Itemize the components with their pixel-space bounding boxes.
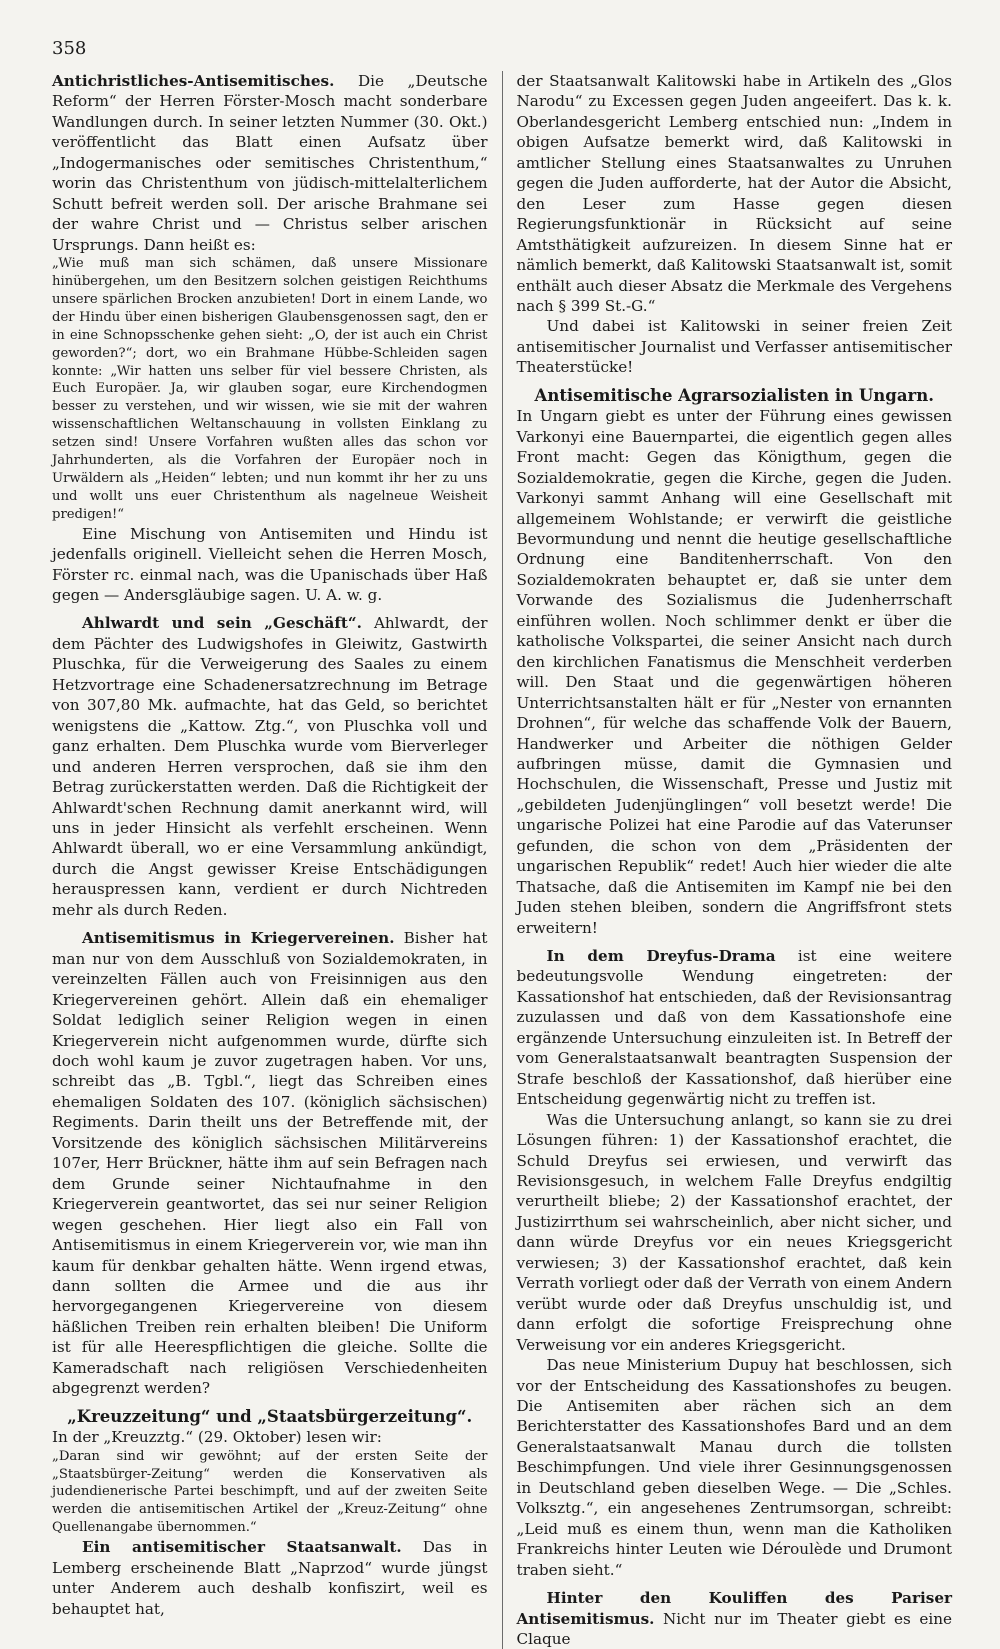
article-antichristliches <box>52 71 488 255</box>
article-text: Ahlwardt, der dem Pächter des Ludwigshofes in Gleiwitz, Gastwirth Pluschka, für die Verweigerung des Saales zu einem Hetzvortrage eine Schadenersatzrechnung im Betrage von 307,80 Mk. aufmachte, hat das Geld, so berichtet wenigstens die „Kattow. Ztg.“, von Pluschka voll und ganz erhalten. Dem Pluschka wurde vom Bierverleger und anderen Herren versprochen, daß sie ihm den Betrag zurückerstatten werden. Daß die Richtigkeit der Ahlwardt'schen Rechnung damit anerkannt wird, will uns in jeder Hinsicht als verfehlt erscheinen. Wenn Ahlwardt überall, wo er eine Versammlung ankündigt, durch die Angst gewisser Kreise Entschädigungen herauspressen kann, verdient er durch Nichtreden mehr als durch Reden. <box>52 614 488 919</box>
article-text: Bisher hat man nur von dem Ausschluß von Sozialdemokraten, in vereinzelten Fällen auch von Freisinnigen aus den Kriegervereinen gehört. Allein daß ein ehemaliger Soldat lediglich seiner Religion wegen in einen Kriegerverein nicht aufgenommen wurde, dürfte sich doch wohl kaum je zuvor zugetragen haben. Vor uns, schreibt das „B. Tgbl.“, liegt das Schreiben eines ehemaligen Soldaten des 107. (königlich sächsischen) Regiments. Darin theilt uns der Betreffende mit, der Vorsitzende des königlich sächsischen Militärvereins 107er, Herr Brückner, hätte ihm auf sein Befragen nach dem Grunde seiner Nichtaufnahme in den Kriegerverein geantwortet, das sei nur seiner Religion wegen geschehen. Hier liegt also ein Fall von Antisemitismus in einem Kriegerverein vor, wie man ihn kaum für denkbar gehalten hätte. Wenn irgend etwas, dann sollten die Armee und die aus ihr hervorgegangenen Kriegervereine von diesem häßlichen Treiben rein erhalten bleiben! Die Uniform ist für alle Heerespflichtigen die gleiche. Sollte die Kameradschaft nach religiösen Verschiedenheiten abgegrenzt werden? <box>52 929 488 1398</box>
article-title: „Kreuzzeitung“ und „Staatsbürgerzeitung“. <box>67 1406 473 1426</box>
article-title: Antichristliches-Antisemitisches. <box>52 72 335 90</box>
article-title: Antisemitische Agrarsozialisten in Ungarn. <box>534 385 934 405</box>
article-text: In Ungarn giebt es unter der Führung eines gewissen Varkonyi eine Bauernpartei, die eigentlich gegen alles Front macht: Gegen das Königthum, gegen die Sozialdemokratie, gegen die Kirche, gegen die Juden. Varkonyi sammt Anhang will eine Gesellschaft mit allgemeinem Wohlstande; er verwirft die geistliche Bevormundung und nennt die heutige gesellschaftliche Ordnung eine Banditenherrschaft. Von den Sozialdemokraten behauptet er, daß sie unter dem Vorwande des Sozialismus die Judenherrschaft einführen wollen. Noch schlimmer denkt er über die katholische Volkspartei, die seiner Ansicht nach durch den kirchlichen Fanatismus die Menschheit verderben will. Den Staat und die gegenwärtigen höheren Unterrichtsanstalten hält er für „Nester von ernannten Drohnen“, für welche das schaffende Volk der Bauern, Handwerker und Arbeiter die nöthigen Gelder aufbringen müsse, damit die Gymnasien und Hochschulen, die Wissenschaft, Presse und Justiz mit „gebildeten Judenjünglingen“ voll besetzt werde! Die ungarische Polizei hat eine Parodie auf das Vaterunser gefunden, die schon von dem „Präsidenten der ungarischen Republik“ redet! Auch hier wieder die alte Thatsache, daß die Antisemiten im Kampf nie bei den Juden stehen bleiben, sondern die Angriffsfront stets erweitern! <box>516 407 952 937</box>
article-text: Das neue Ministerium Dupuy hat beschlossen, sich vor der Entscheidung des Kassationshofes zu beugen. Die Antisemiten aber rächen sich an dem Berichterstatter des Kassationshofes Bard und an dem Generalstaatsanwalt Manau durch die tollsten Beschimpfungen. Und viele ihrer Gesinnungsgenossen in Deutschland geben dieselben Wege. — Die „Schles. Volksztg.“, ein angesehenes Zentrumsorgan, schreibt: „Leid muß es einem thun, wenn man die Katholiken Frankreichs hinter Leuten wie Déroulède und Drumont traben sieht.“ <box>516 1356 952 1579</box>
column-divider <box>502 71 503 1649</box>
article-title: Ein antisemitischer Staatsanwalt. <box>82 1538 402 1557</box>
spacer <box>52 605 488 613</box>
article-text: Was die Untersuchung anlangt, so kann sie zu drei Lösungen führen: 1) der Kassationshof erachtet, die Schuld Dreyfus sei erwiesen, und verwirft das Revisionsgesuch, in welchem Falle Dreyfus endgiltig verurtheilt bliebe; 2) der Kassationshof erachtet, der Justizirrthum sei wahrscheinlich, aber nicht sicher, und dann würde Dreyfus vor ein neues Kriegsgericht verwiesen; 3) der Kassationshof erachtet, daß kein Verrath vorliegt oder daß der Verrath von einem Andern verübt wurde oder daß Dreyfus unschuldig ist, und dann erfolgt die sofortige Freisprechung ohne Verweisung vor ein anderes Kriegsgericht. <box>516 1110 952 1354</box>
article-kriegervereine <box>52 928 488 1398</box>
spacer <box>517 378 953 386</box>
spacer <box>52 920 488 928</box>
spacer <box>517 1580 953 1588</box>
article-title: In dem Dreyfus-Drama <box>546 947 776 966</box>
article-text: Das in Lemberg erscheinende Blatt „Naprzod“ wurde jüngst unter Anderem auch deshalb konfiszirt, weil es behauptet hat, <box>52 1538 488 1618</box>
two-column-body <box>52 71 952 1649</box>
article-text: Eine Mischung von Antisemiten und Hindu ist jedenfalls originell. Vielleicht sehen die Herren Mosch, Förster rc. einmal nach, was die Upanischads über Haß gegen — Andersgläubige sagen. U. A. w. g. <box>52 524 488 605</box>
article-text: Die „Deutsche Reform“ der Herren Förster-Mosch macht sonderbare Wandlungen durch. In seiner letzten Nummer (30. Okt.) veröffentlicht das Blatt einen Aufsatz über „Indogermanisches oder semitisches Christenthum,“ worin das Christenthum von jüdisch-mittelalterlichem Schutt befreit werden soll. Der arische Brahmane sei der wahre Christ und — Christus selber arischen Ursprungs. Dann heißt es: <box>52 72 488 254</box>
article-kouliffen <box>517 1588 953 1649</box>
article-text: Nicht nur im Theater giebt es eine Claque <box>516 1609 952 1648</box>
article-title: Ahlwardt und sein „Geschäft“. <box>82 614 362 633</box>
article-text: Und dabei ist Kalitowski in seiner freien Zeit antisemitischer Journalist und Verfasser antisemitischer Theaterstücke! <box>516 317 952 377</box>
article-text: der Staatsanwalt Kalitowski habe in Artikeln des „Glos Narodu“ zu Excessen gegen Juden angeeifert. Das k. k. Oberlandesgericht Lemberg entschied nun: „Indem in obigen Aufsatze bemerkt wird, daß Kalitowski in amtlicher Stellung eines Staatsanwaltes zu Unruhen gegen die Juden aufforderte, hat der Autor die Absicht, den Leser zum Hasse gegen diesen Regierungsfunktionär in Rücksicht auf seine Amtsthätigkeit aufzureizen. In diesem Sinne hat er nämlich bemerkt, daß Kalitowski Staatsanwalt ist, somit enthält auch dieser Absatz die Merkmale des Vergehens nach § 399 St.-G.“ <box>516 72 952 315</box>
article-staatsanwalt <box>52 1537 488 1619</box>
article-text: ist eine weitere bedeutungsvolle Wendung eingetreten: der Kassationshof hat entschieden, daß der Revisionsantrag zuzulassen und daß von dem Kassationshofe eine ergänzende Untersuchung einzuleiten ist. In Betreff der vom Generalstaatsanwalt beantragten Suspension der Strafe beschloß der Kassationshof, daß hierüber eine Entscheidung gegenwärtig nicht zu treffen ist. <box>516 947 952 1109</box>
article-quote: „Wie muß man sich schämen, daß unsere Missionare hinübergehen, um den Besitzern solchen geistigen Reichthums unsere spärlichen Brocken anzubieten! Dort in einem Lande, wo der Hindu über einen bisherigen Glaubensgenossen sagt, den er in eine Schnopsschenke gehen sieht: „O, der ist auch ein Christ geworden?“; dort, wo ein Brahmane Hübbe-Schleiden sagen konnte: „Wir hatten uns selber für viel bessere Christen, als Euch Europäer. Ja, wir glauben sogar, eure Kirchendogmen besser zu verstehen, und wir wissen, wie sie mit der wahren wissenschaftlichen Weltanschauung in vollsten Einklang zu setzen sind! Unsere Vorfahren wußten alles das schon vor Jahrhunderten, als die Vorfahren der Europäer noch in Urwäldern als „Heiden“ lebten; und nun kommt ihr her zu uns und wollt uns euer Christenthum als nagelneue Weisheit predigen!“ <box>52 256 488 522</box>
left-column <box>52 71 488 1649</box>
right-column <box>517 71 953 1649</box>
article-title: Hinter den Kouliffen des Pariser Antisemitismus. <box>516 1589 952 1628</box>
spacer <box>517 938 953 946</box>
article-text: In der „Kreuzztg.“ (29. Oktober) lesen wir: <box>52 1428 382 1447</box>
article-dreyfus <box>517 946 953 1110</box>
spacer <box>52 1399 488 1407</box>
article-title: Antisemitismus in Kriegervereinen. <box>82 929 395 948</box>
article-ahlwardt <box>52 613 488 920</box>
page-number: 358 <box>52 38 87 59</box>
article-quote: „Daran sind wir gewöhnt; auf der ersten Seite der „Staatsbürger-Zeitung“ werden die Konservativen als judendienerische Partei beschimpft, und auf der zweiten Seite werden die antisemitischen Artikel der „Kreuz-Zeitung“ ohne Quellenangabe übernommen.“ <box>52 1448 488 1536</box>
